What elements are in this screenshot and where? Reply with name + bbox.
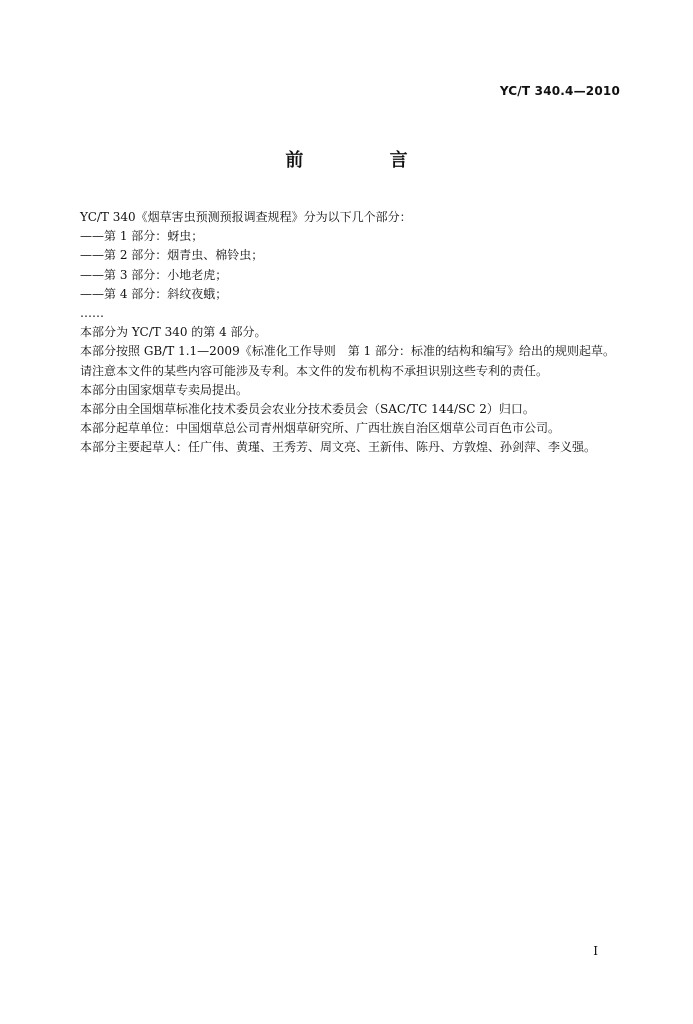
body-line: 本部分按照 GB/T 1.1—2009《标准化工作导则 第 1 部分：标准的结构和编写》给出的规则起草。 [80, 344, 615, 359]
body-line: 本部分主要起草人：任广伟、黄瑾、王秀芳、周文亮、王新伟、陈丹、方敦煌、孙剑萍、李义强。 [80, 440, 597, 455]
list-item: ——第 4 部分：斜纹夜蛾； [80, 286, 228, 301]
list-item: ——第 1 部分：蚜虫； [80, 229, 204, 244]
body-line: YC/T 340《烟草害虫预测预报调查规程》分为以下几个部分： [80, 210, 412, 224]
body-line: 本部分由全国烟草标准化技术委员会农业分技术委员会（SAC/TC 144/SC 2）归口。 [80, 402, 535, 417]
body-line: 本部分为 YC/T 340 的第 4 部分。 [80, 325, 267, 340]
body-line: 本部分起草单位：中国烟草总公司青州烟草研究所、广西壮族自治区烟草公司百色市公司。 [80, 421, 561, 436]
list-item: ——第 2 部分：烟青虫、棉铃虫； [80, 248, 264, 263]
foreword-body [80, 208, 640, 458]
ellipsis: …… [80, 306, 104, 321]
body-line: 本部分由国家烟草专卖局提出。 [80, 382, 249, 397]
page-number: I [593, 944, 598, 958]
list-item: ——第 3 部分：小地老虎； [80, 267, 228, 282]
page-title: 前 言 [285, 150, 448, 171]
standard-code: YC/T 340.4—2010 [499, 84, 620, 98]
body-line: 请注意本文件的某些内容可能涉及专利。本文件的发布机构不承担识别这些专利的责任。 [80, 363, 549, 378]
